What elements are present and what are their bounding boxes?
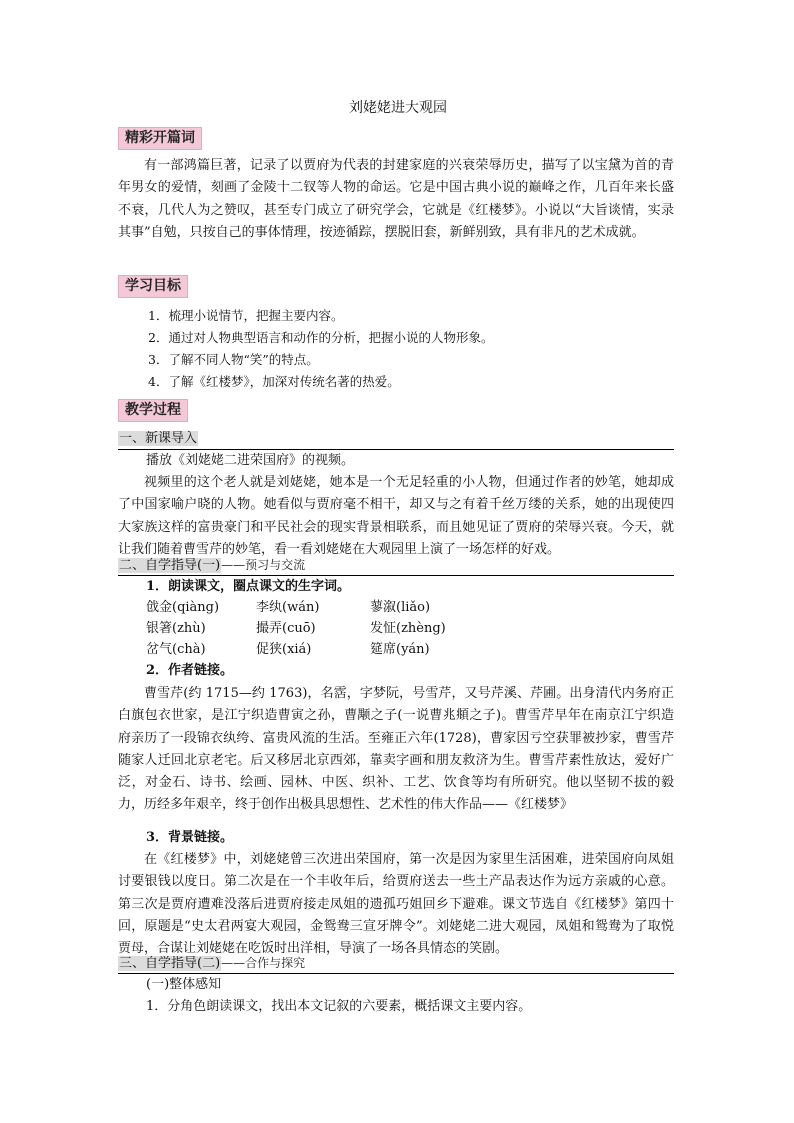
section-heading-1-title: 一、新课导入 [119, 431, 198, 446]
section-tag-goals: 学习目标 [118, 275, 188, 298]
section-heading-2-subtitle: ——预习与交流 [221, 558, 306, 572]
goal-item-4: 4．了解《红楼梦》，加深对传统名著的热爱。 [148, 374, 400, 389]
section-heading-3-subtitle: ——合作与探究 [221, 956, 306, 970]
section-heading-2-title: 二、自学指导(一) [119, 558, 221, 573]
goal-item-1: 1．梳理小说情节，把握主要内容。 [148, 308, 344, 323]
section1-paragraph: 视频里的这个老人就是刘姥姥，她本是一个无足轻重的小人物，但通过作者的妙笔，她却成了中国家喻户晓的人物。她看似与贾府毫不相干，却又与之有着千丝万缕的关系，她的出现使四大家族这样的富贵豪门和平民社会的现实背景相联系，而且她见证了贾府的荣辱兴衰。今天，就让我们随着曹雪芹的妙笔，看一看刘姥姥在大观园里上演了一场怎样的好戏。 [118, 475, 674, 557]
vocab-word: 蓼溆(liǎo) [370, 600, 431, 615]
section-heading-3-title: 三、自学指导(二) [119, 956, 221, 971]
goal-item-3: 3．了解不同人物“笑”的特点。 [148, 352, 319, 367]
vocab-word: 促狭(xiá) [256, 642, 312, 657]
vocab-word: 戗金(qiàng) [146, 600, 220, 615]
page-title: 刘姥姥进大观园 [349, 100, 447, 116]
section-tag-process: 教学过程 [118, 399, 188, 422]
vocab-word: 撮弄(cuō) [256, 621, 316, 636]
section2-item-1: 1．朗读课文，圈点课文的生字词。 [146, 579, 351, 594]
background-paragraph: 在《红楼梦》中，刘姥姥曾三次进出荣国府，第一次是因为家里生活困难，进荣国府向凤姐讨要银钱以度日。第二次是在一个丰收年后，给贾府送去一些土产品表达作为远方亲戚的心意。第三次是贾府遭难没落后进贾府接走凤姐的遗孤巧姐回乡下避难。课文节选自《红楼梦》第四十回，原题是“史太君两宴大观园，金鸳鸯三宣牙牌令”。刘姥姥二进大观园，凤姐和鸳鸯为了取悦贾母，合谋让刘姥姥在吃饭时出洋相，导演了一场各具情态的笑剧。 [118, 852, 674, 957]
section-heading-3 [118, 953, 674, 974]
vocab-word: 银箸(zhù) [146, 621, 206, 636]
goal-item-2: 2．通过对人物典型语言和动作的分析，把握小说的人物形象。 [148, 330, 494, 345]
section3-item-1: 1．分角色朗读课文，找出本文记叙的六要素，概括课文主要内容。 [146, 999, 532, 1014]
section-heading-1 [118, 429, 674, 450]
section-heading-2 [118, 555, 674, 576]
vocab-word: 筵席(yán) [370, 642, 430, 657]
vocab-word: 岔气(chà) [146, 642, 206, 657]
intro-paragraph: 有一部鸿篇巨著，记录了以贾府为代表的封建家庭的兴衰荣辱历史，描写了以宝黛为首的青年男女的爱情，刻画了金陵十二钗等人物的命运。它是中国古典小说的巅峰之作，几百年来长盛不衰，几代人为之赞叹，甚至专门成立了研究学会，它就是《红楼梦》。小说以“大旨谈情，实录其事”自勉，只按自己的事体情理，按迹循踪，摆脱旧套，新鲜别致，具有非凡的艺术成就。 [118, 158, 674, 240]
section3-sub-heading: (一)整体感知 [146, 977, 222, 992]
section-tag-intro: 精彩开篇词 [118, 127, 202, 150]
section1-line: 播放《刘姥姥二进荣国府》的视频。 [146, 453, 355, 468]
section2-item-3: 3．背景链接。 [146, 830, 234, 845]
vocab-word: 李纨(wán) [256, 600, 320, 615]
vocab-word: 发怔(zhèng) [370, 621, 446, 636]
section2-item-2: 2．作者链接。 [146, 663, 234, 678]
author-paragraph: 曹雪芹(约 1715—约 1763)，名霑，字梦阮，号雪芹，又号芹溪、芹圃。出身清代内务府正白旗包衣世家，是江宁织造曹寅之孙，曹颙之子(一说曹兆頫之子)。曹雪芹早年在南京江宁织造府亲历了一段锦衣纨绔、富贵风流的生活。至雍正六年(1728)，曹家因亏空获罪被抄家，曹雪芹随家人迁回北京老宅。后又移居北京西郊，靠卖字画和朋友救济为生。曹雪芹素性放达，爱好广泛，对金石、诗书、绘画、园林、中医、织补、工艺、饮食等均有所研究。他以坚韧不拔的毅力，历经多年艰辛，终于创作出极具思想性、艺术性的伟大作品——《红楼梦》 [118, 686, 674, 813]
